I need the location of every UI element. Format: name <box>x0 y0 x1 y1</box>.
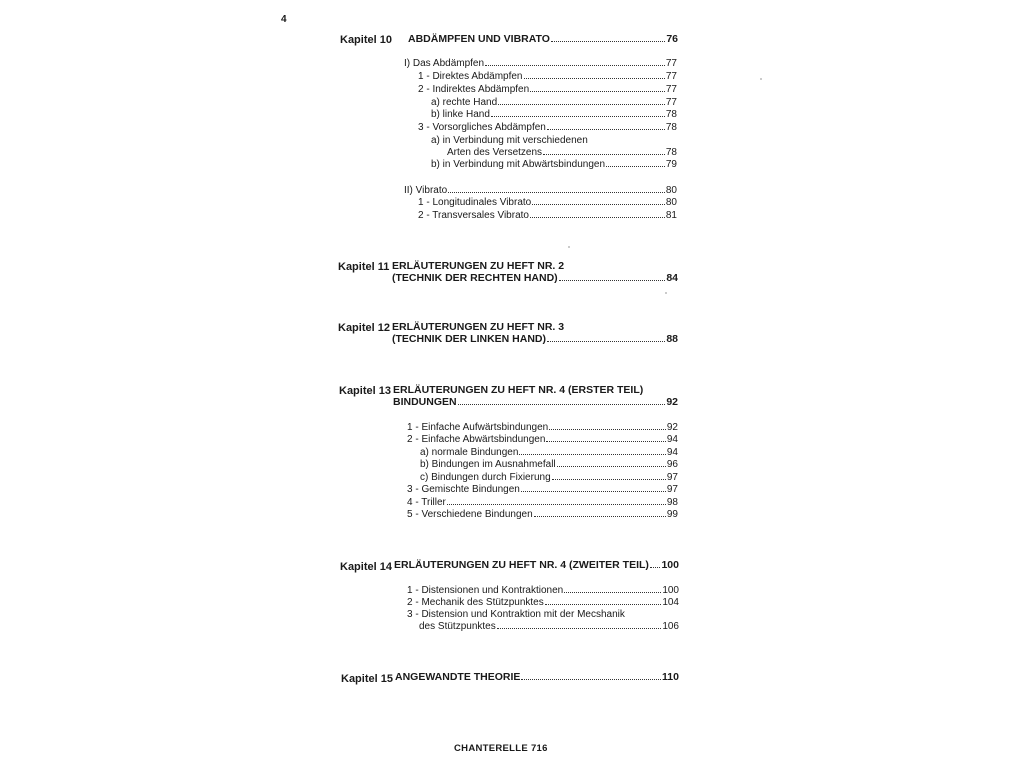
page-ref: 97 <box>666 484 678 495</box>
page-number: 4 <box>281 14 287 25</box>
entry-text: des Stützpunktes <box>419 621 496 632</box>
entry-text: 3 - Distension und Kontraktion mit der Mecshanik <box>407 609 625 620</box>
entry-text: b) in Verbindung mit Abwärtsbindungen <box>431 159 606 170</box>
toc-entry <box>431 108 677 121</box>
entry-text: 1 - Distensionen und Kontraktionen <box>407 585 564 596</box>
chapter-title-line1: ERLÄUTERUNGEN ZU HEFT NR. 2 <box>392 260 565 272</box>
entry-text: 5 - Verschiedene Bindungen <box>407 509 533 520</box>
chapter-title-line1: ERLÄUTERUNGEN ZU HEFT NR. 4 (ERSTER TEIL) <box>393 384 644 396</box>
page-ref: 100 <box>662 585 679 596</box>
chapter-title-row <box>392 272 678 285</box>
chapter-title-row <box>408 33 678 46</box>
scan-speck <box>760 78 762 80</box>
entry-text: b) Bindungen im Ausnahmefall <box>420 459 556 470</box>
page-ref: 78 <box>665 147 677 158</box>
page-ref: 88 <box>666 333 678 345</box>
toc-entry <box>407 508 678 521</box>
entry-text: a) normale Bindungen <box>420 447 519 458</box>
page-ref: 77 <box>665 97 677 108</box>
entry-text: a) rechte Hand <box>431 97 498 108</box>
chapter-title: ANGEWANDTE THEORIE <box>395 671 521 683</box>
chapter-title-line2: BINDUNGEN <box>393 396 457 408</box>
page-ref: 76 <box>666 33 678 45</box>
page-ref: 81 <box>665 210 677 221</box>
chapter-label: Kapitel 10 <box>340 34 392 46</box>
page-ref: 77 <box>665 84 677 95</box>
toc-entry <box>418 83 677 96</box>
toc-entry <box>407 433 678 446</box>
page-ref: 77 <box>665 58 677 69</box>
footer: CHANTERELLE 716 <box>454 743 548 754</box>
page-ref: 77 <box>665 71 677 82</box>
chapter-title-row <box>395 671 679 684</box>
chapter-title-line1: ERLÄUTERUNGEN ZU HEFT NR. 3 <box>392 321 565 333</box>
entry-text: 1 - Direktes Abdämpfen <box>418 71 523 82</box>
page-ref: 99 <box>666 509 678 520</box>
entry-text: c) Bindungen durch Fixierung <box>420 472 551 483</box>
chapter-label: Kapitel 13 <box>339 385 391 397</box>
entry-text: a) in Verbindung mit verschiedenen <box>431 135 588 146</box>
chapter-label: Kapitel 14 <box>340 561 392 573</box>
entry-text: 3 - Gemischte Bindungen <box>407 484 520 495</box>
page-ref: 94 <box>666 434 678 445</box>
scan-speck <box>568 246 570 248</box>
page-ref: 79 <box>665 159 677 170</box>
toc-entry <box>418 209 677 222</box>
chapter-title-line2: (TECHNIK DER LINKEN HAND) <box>392 333 546 345</box>
chapter-title-row <box>393 396 678 409</box>
entry-text: 2 - Transversales Vibrato <box>418 210 529 221</box>
toc-entry <box>418 196 677 209</box>
toc-entry <box>407 483 678 496</box>
entry-text: 1 - Einfache Aufwärtsbindungen <box>407 422 549 433</box>
entry-text: I) Das Abdämpfen <box>404 58 485 69</box>
chapter-title: ERLÄUTERUNGEN ZU HEFT NR. 4 (ZWEITER TEIL) <box>394 559 649 571</box>
page-ref: 106 <box>662 621 679 632</box>
page-ref: 100 <box>661 559 679 571</box>
entry-text: 3 - Vorsorgliches Abdämpfen <box>418 122 546 133</box>
chapter-title-line2: (TECHNIK DER RECHTEN HAND) <box>392 272 558 284</box>
page-ref: 84 <box>666 272 678 284</box>
chapter-label: Kapitel 12 <box>338 322 390 334</box>
toc-entry <box>418 70 677 83</box>
page-ref: 80 <box>665 185 677 196</box>
page-ref: 78 <box>665 122 677 133</box>
toc-entry <box>420 458 678 471</box>
entry-text: 1 - Longitudinales Vibrato <box>418 197 532 208</box>
scan-speck <box>665 292 667 294</box>
entry-text: 2 - Einfache Abwärtsbindungen <box>407 434 546 445</box>
entry-text: 2 - Mechanik des Stützpunktes <box>407 597 544 608</box>
entry-text: 4 - Triller <box>407 497 446 508</box>
chapter-title: ABDÄMPFEN UND VIBRATO <box>408 33 550 45</box>
page-ref: 110 <box>662 671 679 683</box>
chapter-title-row <box>392 333 678 346</box>
entry-text: II) Vibrato <box>404 185 448 196</box>
page-ref: 97 <box>666 472 678 483</box>
toc-entry <box>404 57 677 70</box>
page-ref: 96 <box>666 459 678 470</box>
chapter-label: Kapitel 11 <box>338 261 390 273</box>
page-ref: 104 <box>662 597 679 608</box>
chapter-label: Kapitel 15 <box>341 673 393 685</box>
page-ref: 80 <box>665 197 677 208</box>
toc-entry <box>431 158 677 171</box>
page-ref: 98 <box>666 497 678 508</box>
entry-text: Arten des Versetzens <box>447 147 543 158</box>
page-ref: 92 <box>666 422 678 433</box>
page-ref: 92 <box>666 396 678 408</box>
entry-text: b) linke Hand <box>431 109 490 120</box>
toc-entry <box>418 121 677 134</box>
page-ref: 94 <box>666 447 678 458</box>
toc-entry <box>419 620 679 633</box>
chapter-title-row <box>394 559 679 572</box>
entry-text: 2 - Indirektes Abdämpfen <box>418 84 530 95</box>
page-ref: 78 <box>665 109 677 120</box>
